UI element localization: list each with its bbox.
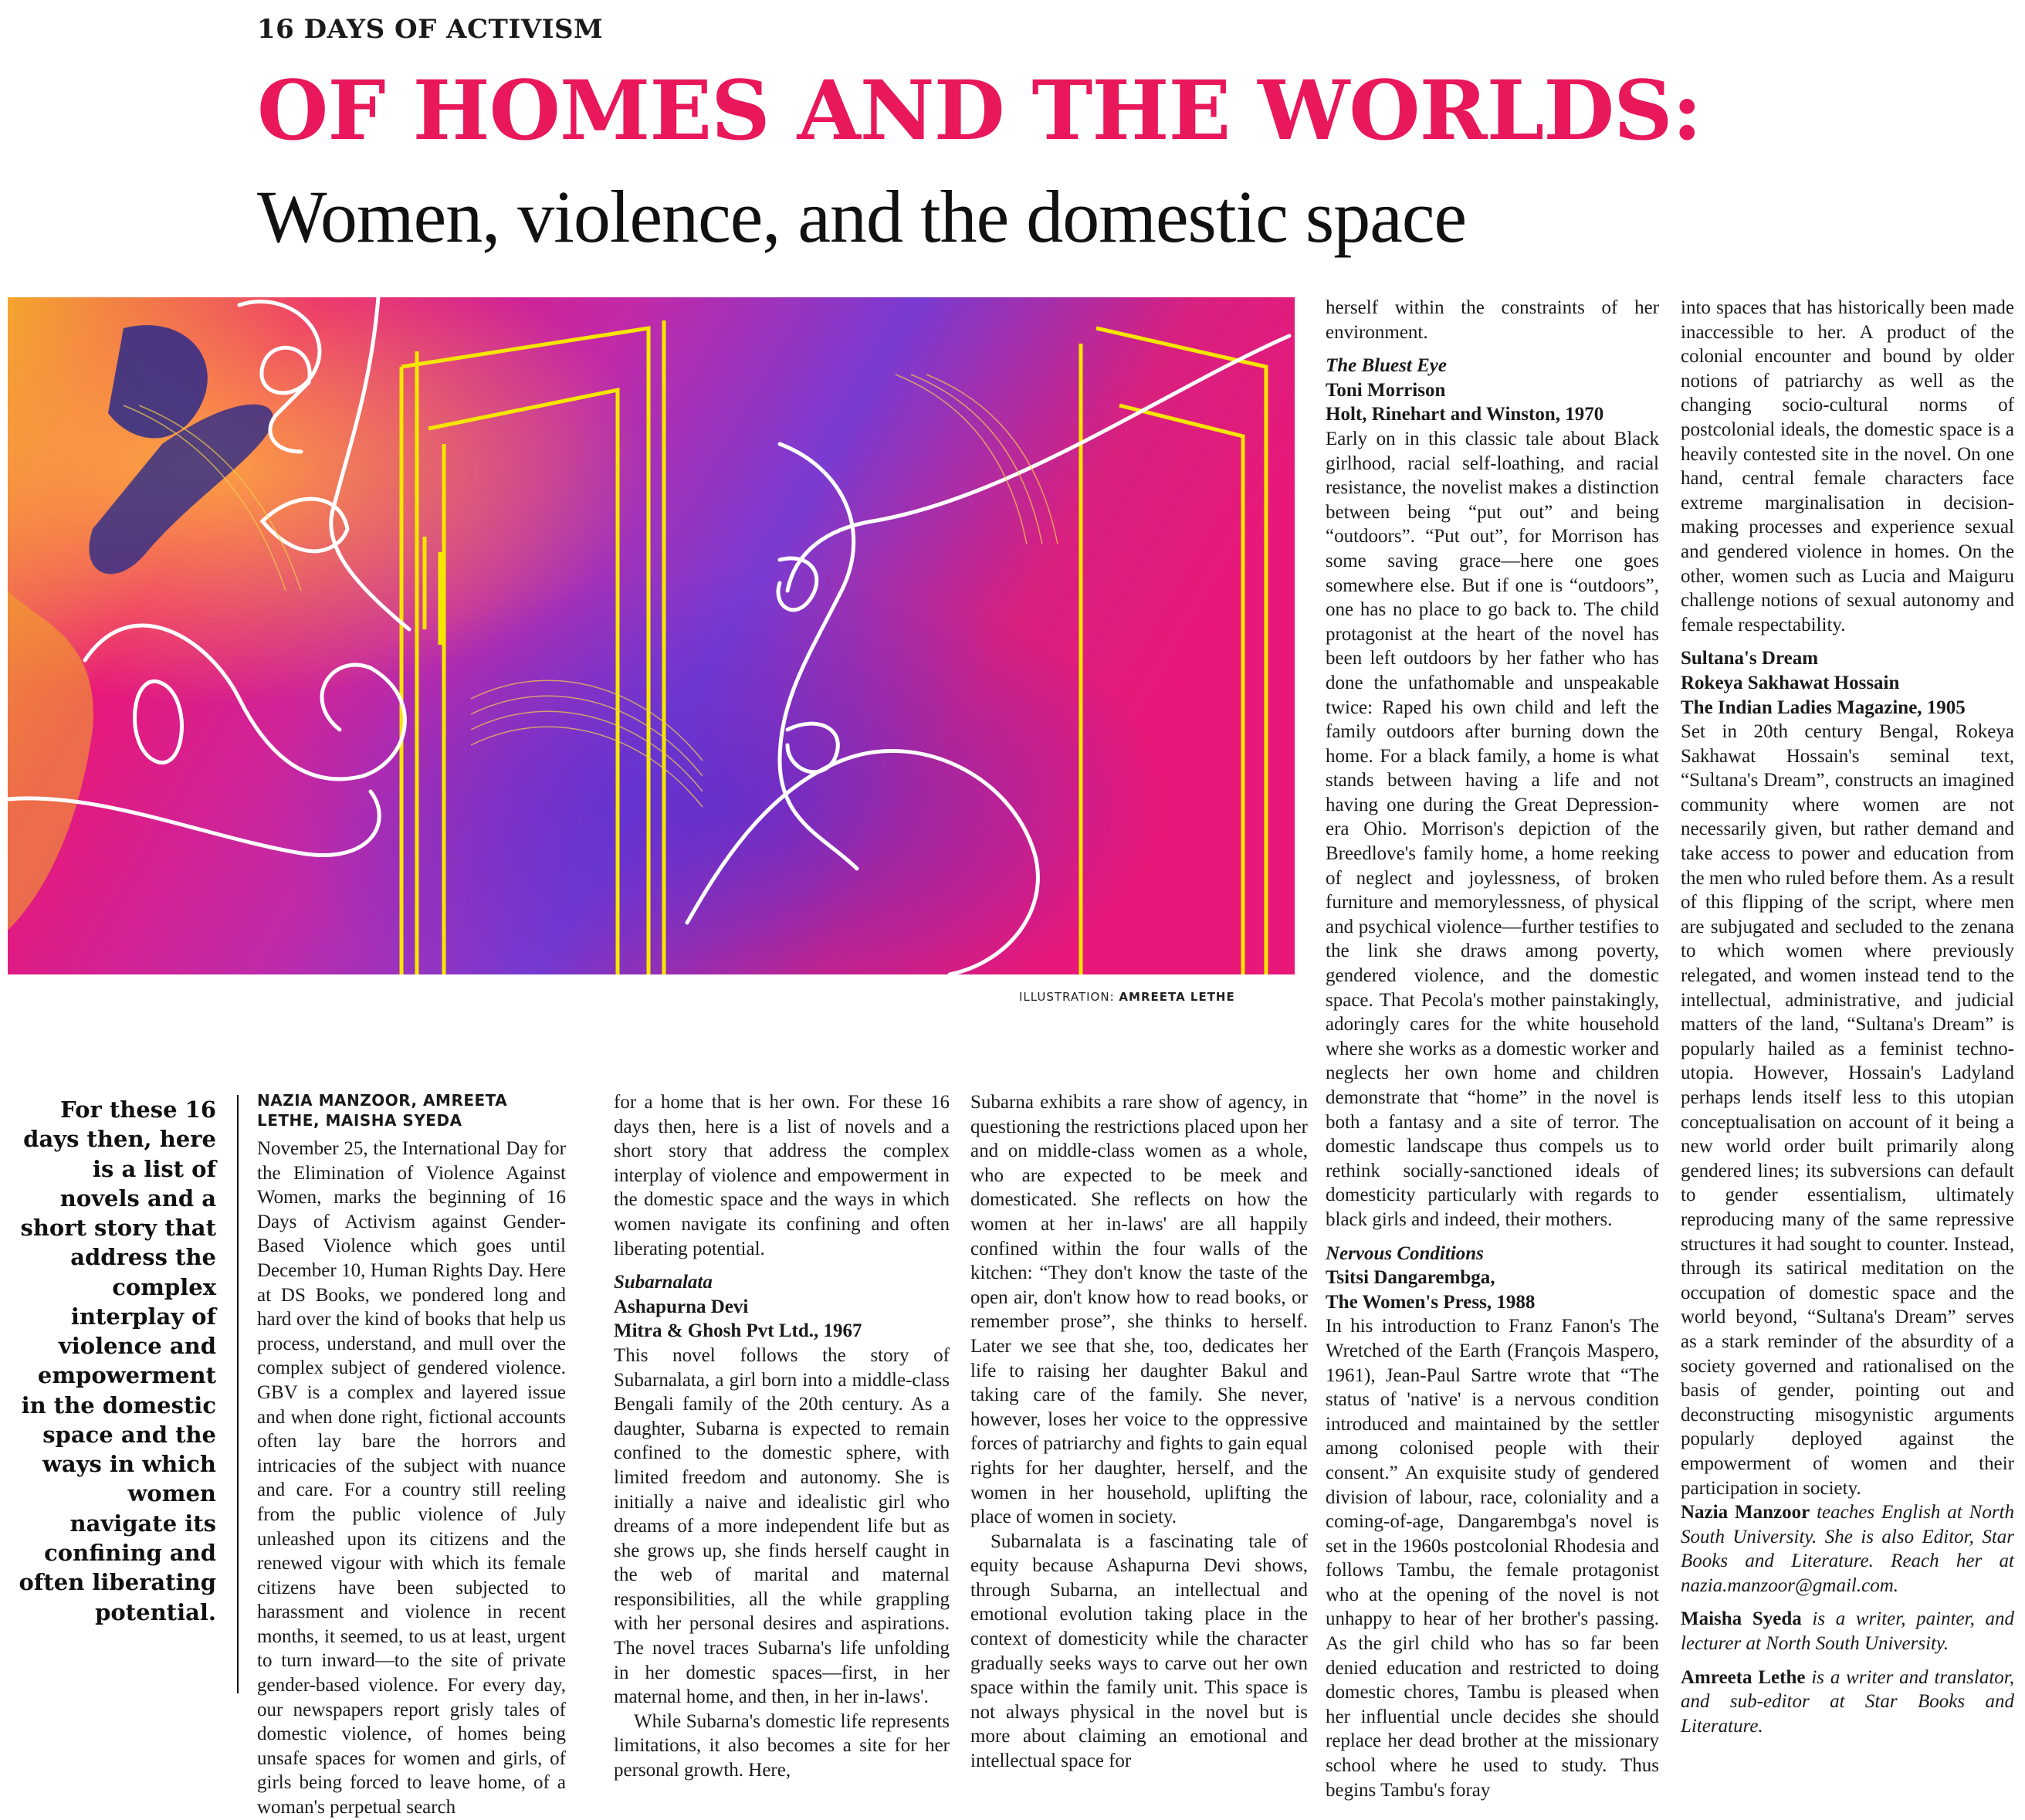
column-5: [1681, 296, 2014, 1738]
column-1: [257, 1090, 566, 1820]
book-title: Nervous Conditions: [1326, 1242, 1484, 1264]
book-title: Sultana's Dream: [1681, 648, 1819, 669]
book-author: Ashapurna Devi: [614, 1296, 749, 1317]
book-heading-sultanas-dream: [1681, 646, 2014, 720]
illustration: [8, 297, 1295, 974]
book-publisher: The Indian Ladies Magazine, 1905: [1681, 696, 1966, 718]
byline: NAZIA MANZOOR, AMREETA LETHE, MAISHA SYEDA: [257, 1091, 508, 1130]
book-publisher: The Women's Press, 1988: [1326, 1291, 1536, 1313]
intro-paragraph-continued: for a home that is her own. For these 16 days then, here is a list of novels and a short story that address the complex interplay of violence and empowerment in the domestic space and the ways in which women navigate its confining and often liberating potential.: [614, 1092, 950, 1259]
kicker: 16 DAYS OF ACTIVISM: [257, 14, 604, 45]
pullquote: For these 16 days then, here is a list of novels and a short story that address the complex interplay of violence and empowerment in the domestic space and the ways in which women navigate its confining and often liberating potential.: [19, 1096, 216, 1625]
body-paragraph: While Subarna's domestic life represents limitations, it also becomes a site for her personal growth. Here,: [614, 1710, 950, 1781]
body-paragraph: Subarnalata is a fascinating tale of equity because Ashapurna Devi shows, through Subarna, an intellectual and emotional evolution taking place in the context of domesticity while the character gradually seeks ways to carve out her own space within the family unit. This space is not always physical in the novel but is more about claiming an emotional and intellectual space for: [970, 1530, 1308, 1772]
author-bio: Maisha Syeda is a writer, painter, and lecturer at North South University.: [1681, 1608, 2014, 1655]
book-title: Subarnalata: [614, 1272, 713, 1293]
book-author: Toni Morrison: [1326, 379, 1446, 401]
illustration-credit: ILLUSTRATION: AMREETA LETHE: [1019, 990, 1235, 1004]
author-bio: Amreeta Lethe is a writer and translator, and sub-editor at Star Books and Literature.: [1681, 1666, 2014, 1737]
body-paragraph: into spaces that has historically been made inaccessible to her. A product of the colonial encounter and bound by older notions of patriarchy as well as the changing socio-cultural norms of postcolonial ideals, the domestic space is a heavily contested site in the novel. On one hand, central female characters face extreme marginalisation in decision-making processes and experience sexual and gendered violence in homes. On the other, women such as Lucia and Maiguru challenge notions of sexual autonomy and female respectability.: [1681, 297, 2014, 635]
book-publisher: Mitra & Ghosh Pvt Ltd., 1967: [614, 1320, 862, 1342]
body-paragraph: Subarna exhibits a rare show of agency, in questioning the restrictions placed upon her and on middle-class women as a whole, who are expected to be meek and domesticated. She reflects on how the women at her in-laws' are all happily confined within the four walls of the kitchen: “They don't know the taste of the open air, don't know how to read books, or remember prose”, she thinks to herself. Later we see that she, too, dedicates her life to raising her daughter Bakul and taking care of the family. She never, however, loses her voice to the oppressive forces of patriarchy and fights to gain equal rights for her daughter, herself, and the women in her household, uplifting the place of women in society.: [970, 1092, 1308, 1528]
intro-paragraph: November 25, the International Day for the Elimination of Violence Against Women, marks the beginning of 16 Days of Activism against Gender-Based Violence which goes until December 10, Human Rights Day. Here at DS Books, we pondered long and hard over the kind of books that help us process, understand, and mull over the complex subject of gendered violence. GBV is a complex and layered issue and when done right, fictional accounts often lay bare the horrors and intricacies of the subject with nuance and care. For a country still reeling from the public violence of July unleashed upon its citizens and the renewed vigour with which its female citizens have been subjected to harassment and violence in recent months, it seemed, to us at least, urgent to turn inward—to the site of private gender-based violence. For every day, our newspapers report grisly tales of domestic violence, of homes being unsafe spaces for women and girls, of girls being forced to leave home, of a woman's perpetual search: [257, 1138, 566, 1818]
headline: OF HOMES AND THE WORLDS:: [257, 62, 1702, 158]
book-publisher: Holt, Rinehart and Winston, 1970: [1326, 404, 1604, 425]
body-paragraph: Early on in this classic tale about Black girlhood, racial self-loathing, and racial resistance, the novelist makes a distinction between being “put out” and being “outdoors”. “Put out”, for Morrison has some saving grace—here one goes somewhere else. But if one is “outdoors”, one has no place to go back to. The child protagonist at the heart of the novel has been left outdoors by her father who has done the unfathomable and unspeakable twice: Raped his own child and left the family outdoors after burning down the home. For a black family, a home is what stands between having a life and not having one during the Great Depression-era Ohio. Morrison's depiction of the Breedlove's family home, a home reeking of neglect and joylessness, of broken furniture and memorylessness, of physical and psychical violence—further testifies to the link she draws among poverty, gendered violence, and the domestic space. That Pecola's mother painstakingly, adoringly cares for the white household where she works as a domestic worker and neglects her own home and children demonstrate that “home” in the novel is both a fantasy and a site of terror. The domestic landscape thus compels us to rethink socially-sanctioned ideals of domesticity particularly with regards to black girls and indeed, their mothers.: [1326, 428, 1659, 1230]
book-heading-subarnalata: [614, 1270, 950, 1344]
body-paragraph: herself within the constraints of her environment.: [1326, 297, 1659, 343]
book-title: The Bluest Eye: [1326, 355, 1447, 377]
body-paragraph: This novel follows the story of Subarnalata, a girl born into a middle-class Bengali family of the 20th century. As a daughter, Subarna is expected to remain confined to the domestic sphere, with limited freedom and autonomy. She is initially a naive and idealistic girl who dreams of a more independent life but as she grows up, she finds herself caught in the web of marital and maternal responsibilities, all the while grappling with her personal desires and aspirations. The novel traces Subarna's life unfolding in her domestic spaces—first, in her maternal home, and then, in her in-laws'.: [614, 1344, 950, 1708]
book-heading-bluest-eye: [1326, 354, 1659, 427]
column-3: [970, 1090, 1308, 1774]
column-2: [614, 1090, 950, 1783]
column-rule: [237, 1095, 239, 1693]
body-paragraph: In his introduction to Franz Fanon's The Wretched of the Earth (François Maspero, 1961), Jean-Paul Sartre wrote that “The status of 'native' is a nervous condition introduced and maintained by the settler among colonised people with their consent.” An exquisite study of gendered division of labour, race, coloniality and a coming-of-age, Dangarembga's novel is set in the 1960s postcolonial Rhodesia and follows Tambu, the female protagonist who at the opening of the novel is not unhappy to hear of her brother's passing. As the girl child who has so far been denied education and restricted to doing domestic chores, Tambu is pleased when her influential uncle decides she should replace her dead brother at the missionary school where he used to study. Thus begins Tambu's foray: [1326, 1316, 1659, 1801]
column-4: [1326, 296, 1659, 1802]
author-bio: Nazia Manzoor teaches English at North South University. She is also Editor, Star Books and Literature. Reach her at nazia.manzoor@gmail.com.: [1681, 1502, 2014, 1596]
book-heading-nervous-conditions: [1326, 1242, 1659, 1315]
subheadline: Women, violence, and the domestic space: [257, 175, 1467, 258]
book-author: Rokeya Sakhawat Hossain: [1681, 672, 1900, 693]
body-paragraph: Set in 20th century Bengal, Rokeya Sakhawat Hossain's seminal text, “Sultana's Dream”, constructs an imagined community where women are not necessarily given, but rather demand and take access to power and education from the men who ruled before them. As a result of this flipping of the script, where men are subjugated and secluded to the zenana to which women where previously relegated, and women instead tend to the intellectual, administrative, and judicial matters of the land, “Sultana's Dream” is popularly hailed as a feminist techno-utopia. However, Hossain's Ladyland perhaps lends itself less to this utopian conceptualisation on account of it being a new world order built primarily along gendered lines; its subversions can default to gender essentialism, ultimately reproducing many of the same repressive structures it had sought to counter. Instead, through its satirical meditation on the occupation of domestic space and the world beyond, “Sultana's Dream” serves as a stark reminder of the absurdity of a society governed and rationalised on the basis of gender, pointing out and deconstructing misogynistic arguments popularly deployed against the empowerment of women and their participation in society.: [1681, 721, 2014, 1499]
book-author: Tsitsi Dangarembga,: [1326, 1267, 1495, 1289]
